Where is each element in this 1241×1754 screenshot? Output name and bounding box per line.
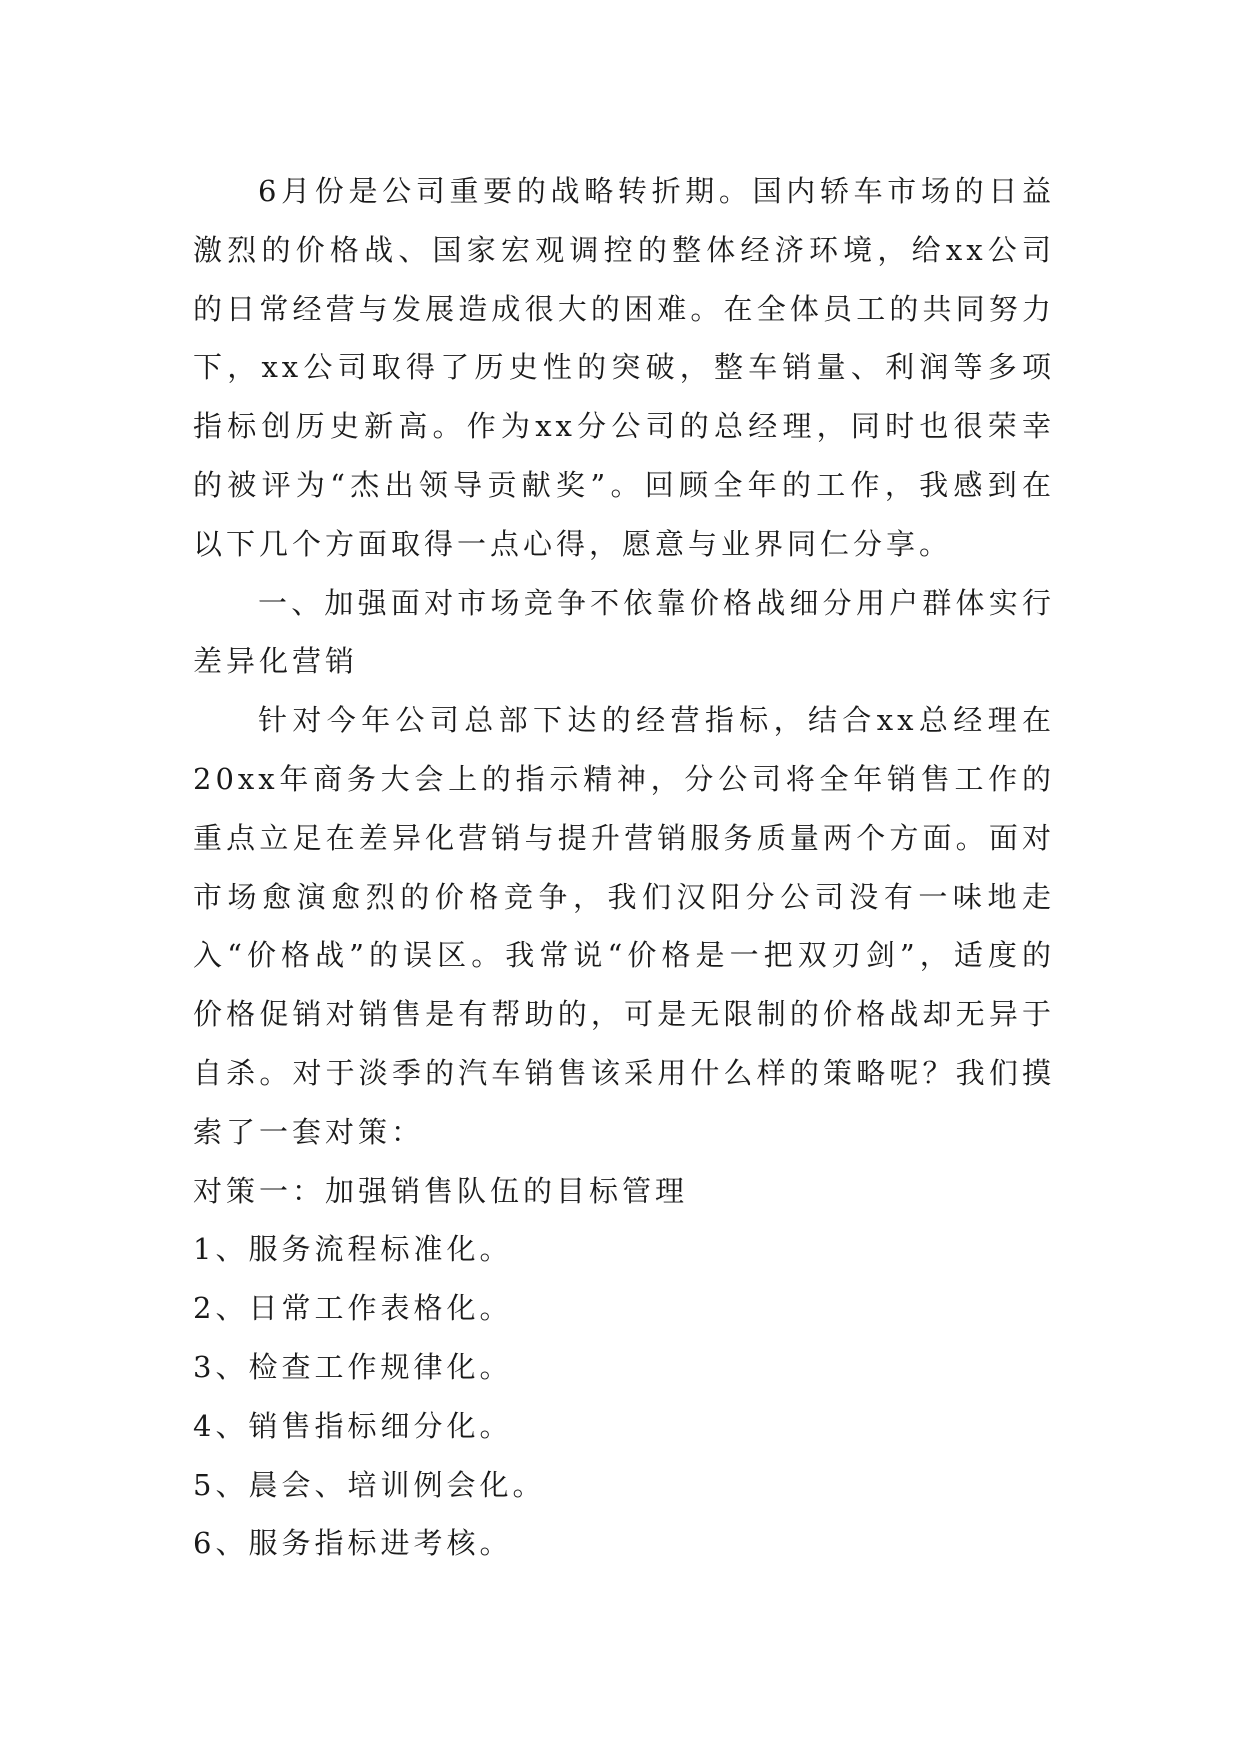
section-paragraph: 针对今年公司总部下达的经营指标，结合xx总经理在20xx年商务大会上的指示精神，分公司将全年销售工作的重点立足在差异化营销与提升营销服务质量两个方面。面对市场愈演愈烈的价格竞争，我们汉阳分公司没有一味地走入“价格战”的误区。我常说“价格是一把双刃剑”，适度的价格促销对销售是有帮助的，可是无限制的价格战却无异于自杀。对于淡季的汽车销售该采用什么样的策略呢？我们摸索了一套对策： [193,703,1055,1149]
intro-paragraph: 6月份是公司重要的战略转折期。国内轿车市场的日益激烈的价格战、国家宏观调控的整体经济环境，给xx公司的日常经营与发展造成很大的困难。在全体员工的共同努力下，xx公司取得了历史性的突破，整车销量、利润等多项指标创历史新高。作为xx分公司的总经理，同时也很荣幸的被评为“杰出领导贡献奖”。回顾全年的工作，我感到在以下几个方面取得一点心得，愿意与业界同仁分享。 [193,174,1055,561]
list-item: 1、服务流程标准化。 [193,1232,513,1267]
list-item: 3、检查工作规律化。 [193,1349,513,1384]
list-item: 6、服务指标进考核。 [193,1526,513,1561]
strategy-title: 对策一：加强销售队伍的目标管理 [193,1173,689,1208]
document-body [193,162,1055,1573]
list-item: 4、销售指标细分化。 [193,1408,513,1443]
section-heading: 一、加强面对市场竞争不依靠价格战细分用户群体实行差异化营销 [193,585,1055,679]
list-item: 2、日常工作表格化。 [193,1291,513,1326]
list-item: 5、晨会、培训例会化。 [193,1467,546,1502]
